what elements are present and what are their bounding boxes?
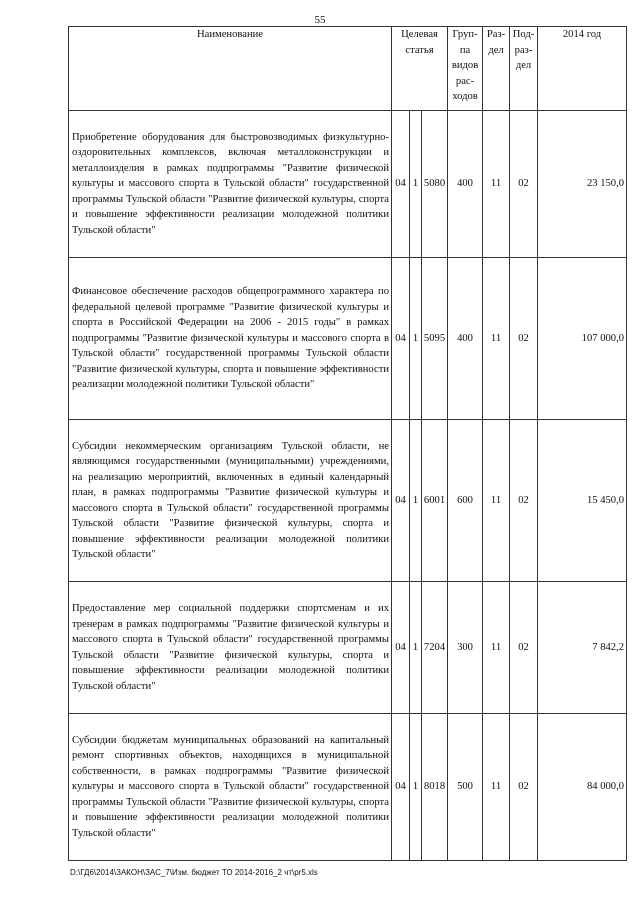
section: 11	[483, 258, 510, 420]
file-path-footer: D:\ГД6\2014\ЗАКОН\ЗАС_7\Изм. бюджет ТО 2014-2016_2 чт\pr5.xls	[70, 868, 318, 877]
header-section: Раз-дел	[483, 27, 510, 111]
table-row	[69, 420, 627, 582]
amount-2014: 15 450,0	[538, 420, 627, 582]
target-article-part3: 7204	[422, 582, 448, 714]
target-article-part2: 1	[410, 714, 422, 861]
target-article-part1: 04	[392, 420, 410, 582]
table-row	[69, 258, 627, 420]
target-article-part2: 1	[410, 420, 422, 582]
subsection: 02	[510, 420, 538, 582]
section: 11	[483, 582, 510, 714]
subsection: 02	[510, 582, 538, 714]
target-article-part3: 6001	[422, 420, 448, 582]
amount-2014: 84 000,0	[538, 714, 627, 861]
row-name: Субсидии некоммерческим организациям Тульской области, не являющимся государственными (муниципальными) учреждениями, на реализацию мероприятий, включенных в единый календарный план, в рамках подпрограммы "Развитие физической культуры и массового спорта в Тульской области" государственной программы Тульской области "Развитие физической культуры, спорта и повышение эффективности реализации молодежной политики Тульской области"	[69, 420, 392, 582]
amount-2014: 107 000,0	[538, 258, 627, 420]
expense-group: 300	[448, 582, 483, 714]
section: 11	[483, 111, 510, 258]
subsection: 02	[510, 111, 538, 258]
header-year: 2014 год	[538, 27, 627, 111]
amount-2014: 7 842,2	[538, 582, 627, 714]
section: 11	[483, 714, 510, 861]
target-article-part3: 8018	[422, 714, 448, 861]
expense-group: 400	[448, 258, 483, 420]
table-header-row	[69, 27, 627, 111]
target-article-part3: 5095	[422, 258, 448, 420]
row-name: Предоставление мер социальной поддержки спортсменам и их тренерам в рамках подпрограммы "Развитие физической культуры и массового спорта в Тульской области" государственной программы Тульской области "Развитие физической культуры, спорта и повышение эффективности реализации молодежной политики Тульской области"	[69, 582, 392, 714]
table-row	[69, 111, 627, 258]
header-expense-group: Груп-па видов рас-ходов	[448, 27, 483, 111]
target-article-part3: 5080	[422, 111, 448, 258]
row-name: Приобретение оборудования для быстровозводимых физкультурно-оздоровительных комплексов, включая металлоконструкции и металлоизделия в рамках подпрограммы "Развитие физической культуры и массового спорта в Тульской области" государственной программы Тульской области "Развитие физической культуры, спорта и повышение эффективности реализации молодежной политики Тульской области"	[69, 111, 392, 258]
target-article-part1: 04	[392, 258, 410, 420]
row-name: Субсидии бюджетам муниципальных образований на капитальный ремонт спортивных объектов, находящихся в муниципальной собственности, в рамках подпрограммы "Развитие физической культуры и массового спорта в Тульской области" государственной программы Тульской области "Развитие физической культуры, спорта и повышение эффективности реализации молодежной политики Тульской области"	[69, 714, 392, 861]
target-article-part2: 1	[410, 582, 422, 714]
expense-group: 500	[448, 714, 483, 861]
table-row	[69, 714, 627, 861]
expense-group: 600	[448, 420, 483, 582]
header-target-article: Целевая статья	[392, 27, 448, 111]
header-subsection: Под-раз-дел	[510, 27, 538, 111]
section: 11	[483, 420, 510, 582]
amount-2014: 23 150,0	[538, 111, 627, 258]
row-name: Финансовое обеспечение расходов общепрограммного характера по федеральной целевой программе "Развитие физической культуры и спорта в Российской Федерации на 2006 - 2015 годы" в рамках подпрограммы "Развитие физической культуры и массового спорта в Тульской области" государственной программы Тульской области "Развитие физической культуры, спорта и повышение эффективности реализации молодежной политики Тульской области"	[69, 258, 392, 420]
target-article-part1: 04	[392, 582, 410, 714]
expense-group: 400	[448, 111, 483, 258]
target-article-part1: 04	[392, 111, 410, 258]
page-number: 55	[314, 14, 326, 26]
subsection: 02	[510, 714, 538, 861]
target-article-part1: 04	[392, 714, 410, 861]
target-article-part2: 1	[410, 258, 422, 420]
header-name: Наименование	[69, 27, 392, 111]
table-row	[69, 582, 627, 714]
budget-table	[68, 26, 627, 861]
subsection: 02	[510, 258, 538, 420]
target-article-part2: 1	[410, 111, 422, 258]
